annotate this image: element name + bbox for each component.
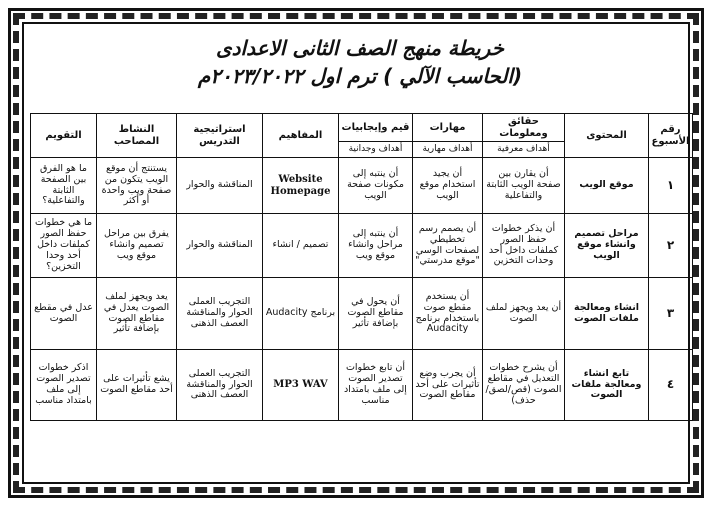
cell-values: أن تابع خطوات تصدير الصوت إلى ملف بامتداد مناسب — [339, 350, 413, 421]
cell-facts: أن يقارن بين صفحة الويب الثابتة والتفاعلية — [483, 158, 565, 214]
cell-week: ١ — [649, 158, 693, 214]
cell-skills: أن يجرب وضع تأثيرات على أحد مقاطع الصوت — [413, 350, 483, 421]
header-values: قيم وإيجابيات — [339, 114, 413, 142]
cell-values: أن ينتبه إلى مراحل وانشاء موقع ويب — [339, 214, 413, 278]
cell-strategies: المناقشة والحوار — [177, 214, 263, 278]
header-content: المحتوى — [565, 114, 649, 158]
cell-week: ٣ — [649, 278, 693, 350]
cell-skills: أن يستخدم مقطع صوت باستخدام برنامج Audacity — [413, 278, 483, 350]
header-facts: حقائق ومعلومات — [483, 114, 565, 142]
page-subtitle: (الحاسب الآلي ) ترم اول ٢٠٢٣/٢٠٢٢م — [197, 64, 523, 88]
curriculum-table — [30, 113, 693, 421]
header-week: رقم الأسبوع — [649, 114, 693, 158]
cell-concepts: تصميم / انشاء — [263, 214, 339, 278]
header-row — [31, 114, 693, 142]
cell-evaluation: ما هي خطوات حفظ الصور كملفات داخل أحد وحدا التخزين؟ — [31, 214, 97, 278]
header-evaluation: التقويم — [31, 114, 97, 158]
cell-week: ٤ — [649, 350, 693, 421]
cell-facts: أن يعد ويجهز لملف الصوت — [483, 278, 565, 350]
cell-concepts: MP3 WAV — [263, 350, 339, 421]
cell-content: انشاء ومعالجة ملفات الصوت — [565, 278, 649, 350]
cell-activity: يعد ويجهز لملف الصوت يعدل في مقاطع الصوت بإضافة تأثير — [97, 278, 177, 350]
cell-activity: يشع تأثيرات على أحد مقاطع الصوت — [97, 350, 177, 421]
subheader-values: أهداف وجدانية — [339, 142, 413, 158]
subheader-facts: أهداف معرفية — [483, 142, 565, 158]
cell-concepts: برنامج Audacity — [263, 278, 339, 350]
cell-skills: أن يصمم رسم تخطيطي لصفحات الوسي "موقع مدرستي" — [413, 214, 483, 278]
cell-facts: أن يشرح خطوات التعديل في مقاطع الصوت (قص/لصق/حذف) — [483, 350, 565, 421]
header-activity: النشاط المصاحب — [97, 114, 177, 158]
header-skills: مهارات — [413, 114, 483, 142]
table-row — [31, 158, 693, 214]
page-title: خريطة منهج الصف الثانى الاعدادى — [215, 36, 505, 60]
subheader-skills: أهداف مهارية — [413, 142, 483, 158]
cell-content: موقع الويب — [565, 158, 649, 214]
table-row — [31, 350, 693, 421]
header-concepts: المفاهيم — [263, 114, 339, 158]
cell-strategies: التجريب العملى الحوار والمناقشة العصف الذهنى — [177, 350, 263, 421]
cell-values: أن يحول في مقاطع الصوت بإضافة تأثير — [339, 278, 413, 350]
cell-content: مراحل تصميم وانشاء موقع الويب — [565, 214, 649, 278]
table-row — [31, 278, 693, 350]
cell-strategies: التجريب العملى الحوار والمناقشة العصف الذهنى — [177, 278, 263, 350]
cell-activity: يفرق بين مراحل تصميم وانشاء موقع ويب — [97, 214, 177, 278]
cell-concepts: Website Homepage — [263, 158, 339, 214]
cell-week: ٢ — [649, 214, 693, 278]
cell-facts: أن يذكر خطوات حفظ الصور كملفات داخل أحد وحدات التخزين — [483, 214, 565, 278]
cell-values: أن ينتبه إلى مكونات صفحة الويب — [339, 158, 413, 214]
cell-evaluation: اذكر خطوات تصدير الصوت إلى ملف بامتداد مناسب — [31, 350, 97, 421]
header-strategies: استراتيجية التدريس — [177, 114, 263, 158]
table-row — [31, 214, 693, 278]
cell-skills: أن يجيد استخدام موقع الويب — [413, 158, 483, 214]
cell-strategies: المناقشة والحوار — [177, 158, 263, 214]
cell-content: تابع انشاء ومعالجة ملفات الصوت — [565, 350, 649, 421]
cell-activity: يستنتج أن موقع الويب يتكون من صفحة ويب واحدة أو أكثر — [97, 158, 177, 214]
cell-evaluation: ما هو الفرق بين الصفحة الثابتة والتفاعلية؟ — [31, 158, 97, 214]
cell-evaluation: عدل في مقطع الصوت — [31, 278, 97, 350]
